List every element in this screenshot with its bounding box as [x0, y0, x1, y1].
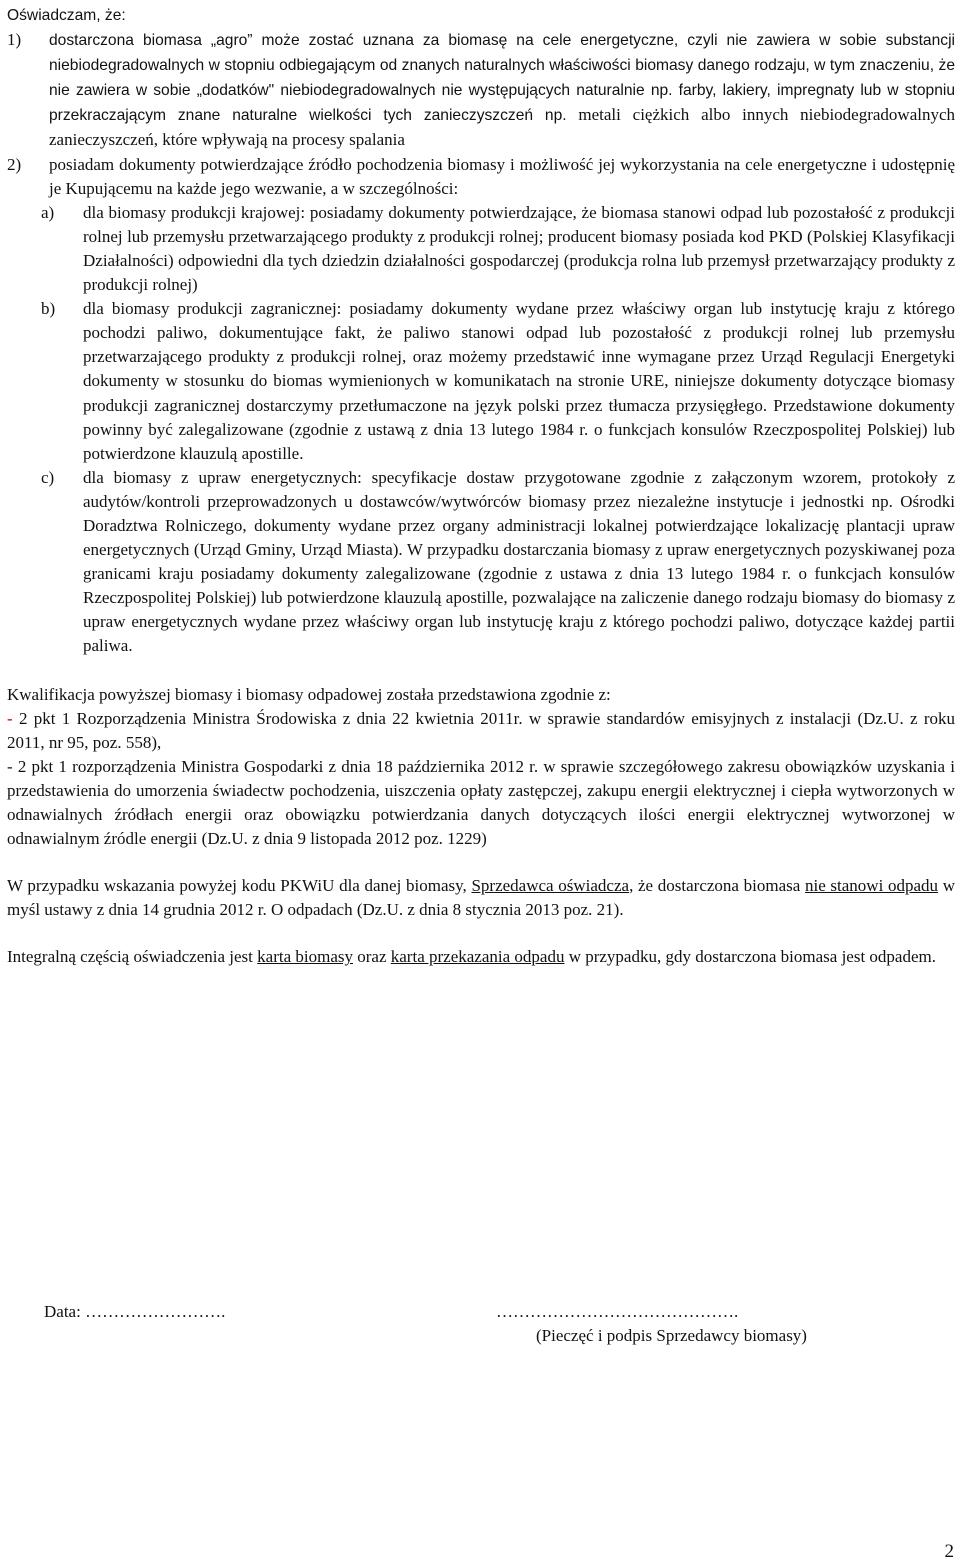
biomass-card-underlined: karta biomasy [257, 947, 353, 967]
integral-text-3: w przypadku, gdy dostarczona biomasa jest odpadem. [564, 947, 936, 967]
page-number: 2 [944, 1541, 954, 1562]
integral-text-2: oraz [353, 947, 391, 967]
integral-paragraph [7, 945, 955, 969]
item-number: 2) [7, 154, 22, 174]
statement-item-1 [7, 28, 955, 152]
seller-declares-underlined: Sprzedawca oświadcza [471, 876, 630, 896]
pkwiu-paragraph [7, 874, 955, 922]
subitem-b [7, 297, 955, 466]
item-text-part1: dostarczona biomasa „agro” może zostać uznana za biomasę na cele energetyczne, czyli nie zawiera w sobie substancji niebiodegradowalnych w stopniu odbiegającym od znanych naturalnych właściwości biomasy danego rodzaju, w tym znaczeniu, że nie zawiera w sobie „dodatków" niebiodegradowalnych nie występujących naturalnie np. farby, lakiery, impregnaty lub w stopniu przekraczającym znane naturalne wielkości tych zanieczyszczeń np. [49, 32, 955, 125]
date-field: Data: ……………………. [44, 1302, 226, 1321]
pkwiu-text-3: w myśl ustawy z dnia 14 grudnia 2012 r. O odpadach (Dz.U. z dnia 8 stycznia 2013 poz. 21). [7, 876, 955, 920]
subitem-letter: c) [41, 467, 55, 487]
qualification-intro: Kwalifikacja powyższej biomasy i biomasy odpadowej została przedstawiona zgodnie z: [7, 684, 611, 704]
waste-transfer-card-underlined: karta przekazania odpadu [390, 947, 565, 967]
subitem-letter: b) [41, 299, 56, 319]
statement-item-2 [7, 153, 955, 201]
signature-caption: (Pieczęć i podpis Sprzedawcy biomasy) [536, 1326, 807, 1345]
not-waste-underlined: nie stanowi odpadu [804, 876, 939, 896]
subitem-text: dla biomasy z upraw energetycznych: specyfikacje dostaw przygotowane zgodnie z załączonym wzorem, protokoły z audytów/kontroli przeprowadzonych u dostawców/wytwórców biomasy przez niezależne instytucje i jednostki np. Ośrodki Doradztwa Rolniczego, dokumenty wydane przez organy administracji lokalnej potwierdzające lokalizację plantacji upraw energetycznych (Urząd Gminy, Urząd Miasta). W przypadku dostarczania biomasy z upraw energetycznych pozyskiwanej poza granicami kraju posiadamy dokumenty zalegalizowane (zgodnie z ustawa z dnia 13 lutego 1984 r. o funkcjach konsulów Rzeczpospolitej Polskiej) lub potwierdzone klauzulą apostille, pozwalające na zaliczenie danego rodzaju biomasy do biomasy z upraw energetycznych wydane przez właściwy organ lub instytucję kraju z którego pochodzi paliwo, dotyczące każdej partii paliwa. [83, 467, 955, 656]
subitem-text: dla biomasy produkcji krajowej: posiadamy dokumenty potwierdzające, że biomasa stanowi odpad lub pozostałość z produkcji rolnej lub przemysłu przetwarzającego produkty z produkcji rolnej; producent biomasy posiada kod PKD (Polskiej Klasyfikacji Działalności) odpowiedni dla tych dziedzin działalności gospodarczej (produkcja rolna lub przemysł przetwarzający produkty z produkcji rolnej) [83, 202, 955, 295]
item-text-part2: metali ciężkich albo innych niebiodegradowalnych zanieczyszczeń, które wpływają na procesy spalania [49, 105, 956, 150]
subitem-a [7, 201, 955, 297]
signature-block [0, 1302, 960, 1362]
integral-text-1: Integralną częścią oświadczenia jest [7, 947, 258, 967]
document-page [7, 4, 955, 969]
subitem-letter: a) [41, 202, 55, 222]
pkwiu-text-1: W przypadku wskazania powyżej kodu PKWiU dla danej biomasy, [7, 876, 472, 896]
item-number: 1) [7, 30, 22, 50]
pkwiu-text-2: , że dostarczona biomasa [629, 876, 805, 896]
regulation-1-text: 2 pkt 1 Rozporządzenia Ministra Środowiska z dnia 22 kwietnia 2011r. w sprawie standardów emisyjnych z instalacji (Dz.U. z roku 2011, nr 95, poz. 558), [7, 708, 955, 752]
statement-heading: Oświadczam, że: [7, 7, 126, 24]
qualification-regulation-1 [7, 707, 955, 755]
subitem-c [7, 466, 955, 659]
red-dash: - [7, 708, 13, 728]
subitem-text: dla biomasy produkcji zagranicznej: posiadamy dokumenty wydane przez właściwy organ lub instytucję kraju z którego pochodzi paliwo, dokumentujące fakt, że paliwo stanowi odpad lub pozostałość z produkcji rolnej lub przemysłu przetwarzającego produkty z produkcji rolnej, oraz możemy przedstawić inne wymagane przez Urząd Regulacji Energetyki dokumenty w stosunku do biomas wymienionych w komunikatach na stronie URE, niniejsze dokumenty dotyczące biomasy produkcji zagranicznej dostarczymy przetłumaczone na język polski przez tłumacza przysięgłego. Przedstawione dokumenty powinny być zalegalizowane (zgodnie z ustawą z dnia 13 lutego 1984 r. o funkcjach konsulów Rzeczpospolitej Polskiej) lub potwierdzone klauzulą apostille. [83, 299, 955, 463]
item-text: posiadam dokumenty potwierdzające źródło pochodzenia biomasy i możliwość jej wykorzystania na cele energetyczne i udostępnię je Kupującemu na każde jego wezwanie, a w szczególności: [49, 154, 955, 198]
qualification-regulation-2: - 2 pkt 1 rozporządzenia Ministra Gospodarki z dnia 18 października 2012 r. w sprawie szczegółowego zakresu obowiązków uzyskania i przedstawienia do umorzenia świadectw pochodzenia, uiszczenia opłaty zastępczej, zakupu energii elektrycznej i ciepła wytworzonych w odnawialnych źródłach energii oraz obowiązku potwierdzania danych dotyczących ilości energii elektrycznej wytworzonej w odnawialnym źródle energii (Dz.U. z dnia 9 listopada 2012 poz. 1229) [7, 756, 955, 849]
signature-line: ……………………………………. [496, 1302, 739, 1321]
